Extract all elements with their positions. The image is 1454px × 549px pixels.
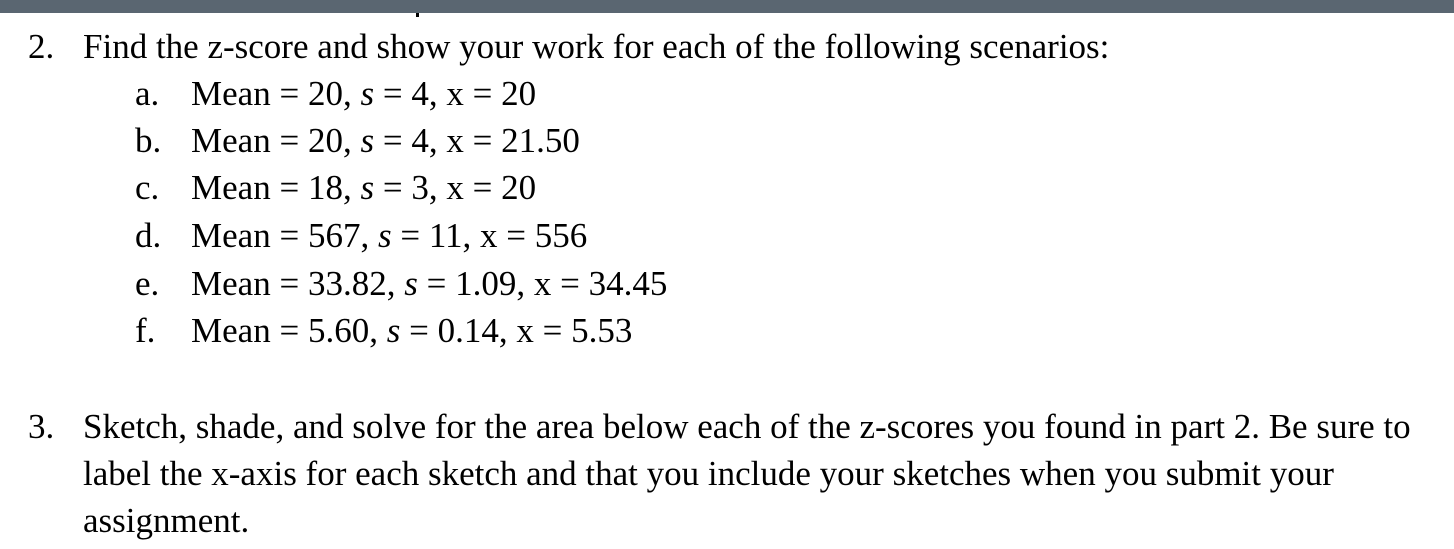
item-letter: a.: [135, 74, 160, 113]
list-item: [0, 212, 1454, 259]
question-3-number: 3.: [28, 407, 55, 446]
question-3-text: Sketch, shade, and solve for the area below each of the z-scores you found in part 2. Be sure to label the x-axis for each sketch and that you include your sketches when you submit your assignment.: [83, 407, 1411, 540]
item-expression: Mean = 20, s = 4, x = 20: [191, 74, 537, 113]
list-item: [0, 307, 1454, 354]
item-expression: Mean = 18, s = 3, x = 20: [191, 168, 537, 207]
question-2-number: 2.: [28, 27, 55, 66]
item-letter: d.: [135, 216, 162, 255]
item-expression: Mean = 5.60, s = 0.14, x = 5.53: [191, 311, 633, 350]
item-expression: Mean = 33.82, s = 1.09, x = 34.45: [191, 264, 668, 303]
question-2-text: Find the z-score and show your work for each of the following scenarios:: [83, 27, 1110, 66]
list-item: [0, 260, 1454, 307]
item-letter: b.: [135, 121, 162, 160]
list-item: [0, 164, 1454, 211]
item-expression: Mean = 567, s = 11, x = 556: [191, 216, 588, 255]
item-expression: Mean = 20, s = 4, x = 21.50: [191, 121, 580, 160]
item-letter: e.: [135, 264, 160, 303]
item-letter: f.: [135, 311, 156, 350]
list-item: [0, 70, 1454, 117]
top-tick-mark: [416, 13, 419, 17]
top-bar: [0, 0, 1454, 13]
list-item: [0, 117, 1454, 164]
item-letter: c.: [135, 168, 160, 207]
